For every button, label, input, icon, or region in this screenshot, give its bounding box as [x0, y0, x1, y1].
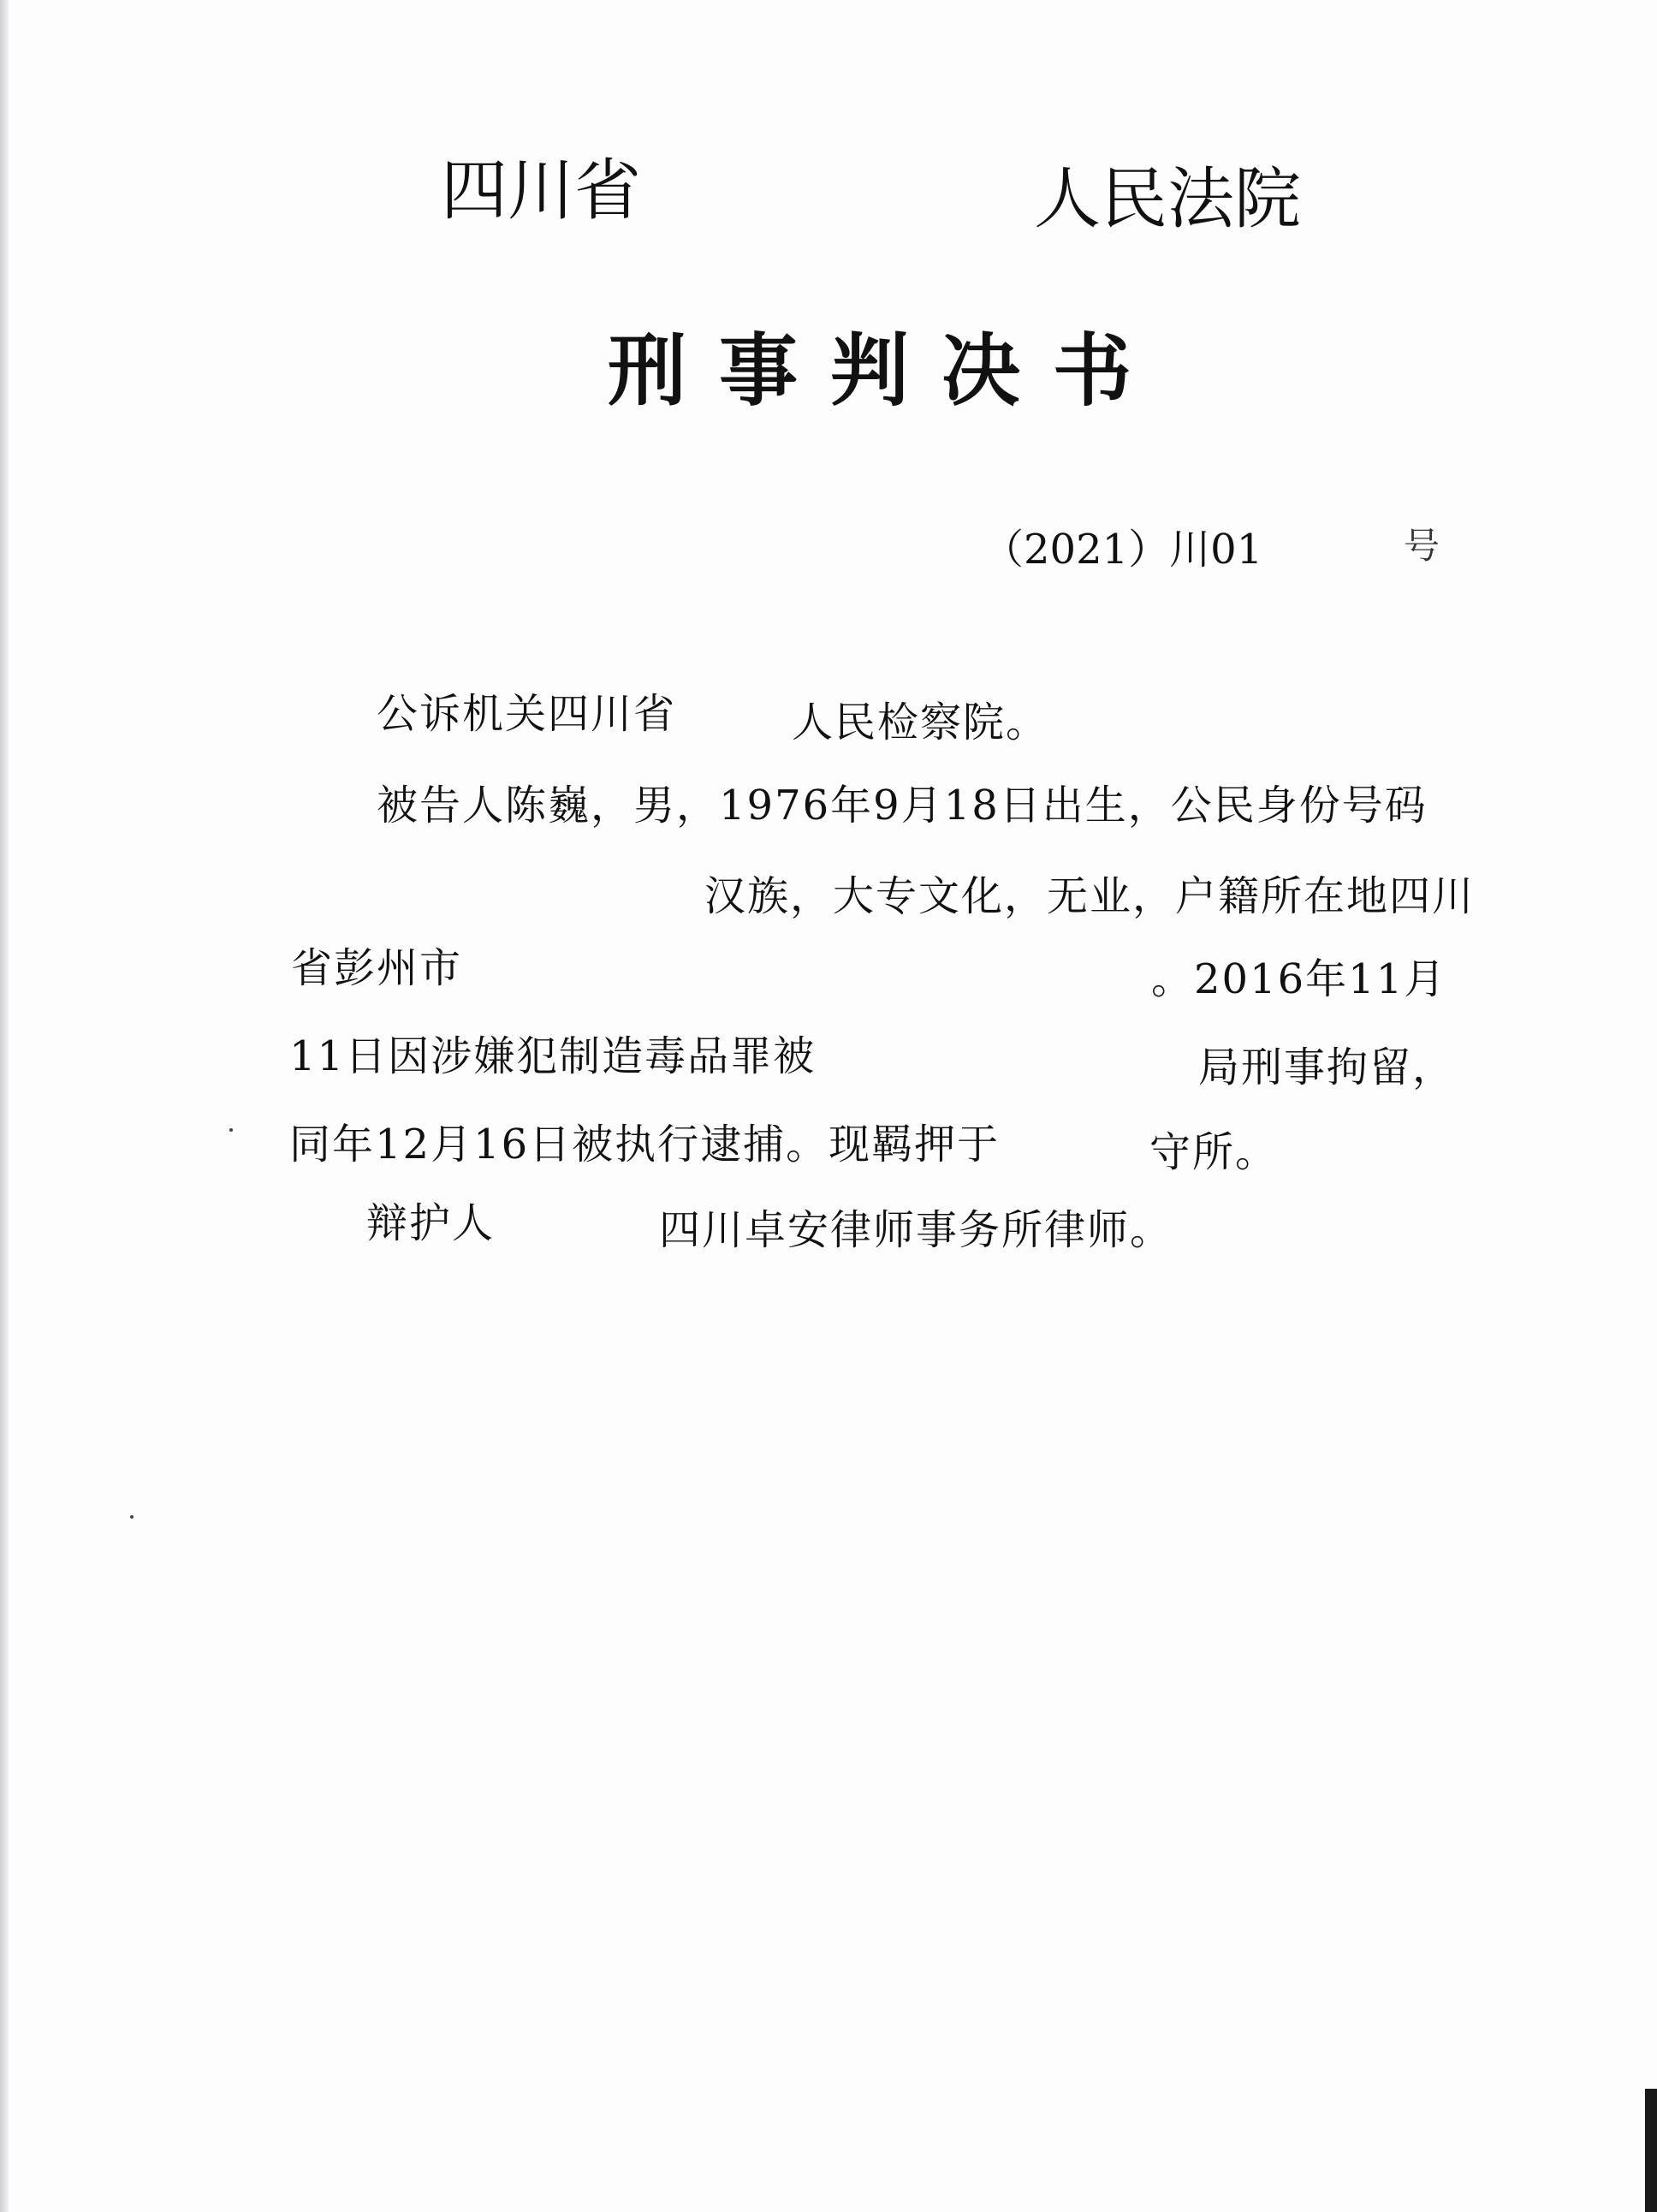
document-title: 刑事判决书: [608, 325, 1165, 417]
defendant-line-4-right: 局刑事拘留，: [1198, 1044, 1456, 1091]
defendant-line-1: 被告人陈巍，男，1976年9月18日出生，公民身份号码: [377, 782, 1428, 830]
defender-firm: 四川卓安律师事务所律师。: [659, 1206, 1173, 1254]
scan-speck: [229, 1128, 233, 1132]
scan-speck: [130, 1515, 134, 1519]
prosecutor-label: 公诉机关四川省: [377, 690, 677, 738]
case-number: （2021）川01: [983, 526, 1263, 574]
court-name-right: 人民法院: [1034, 161, 1302, 238]
defendant-line-5-left: 同年12月16日被执行逮捕。现羁押于: [289, 1121, 1001, 1168]
scan-corner-shadow: [1645, 2089, 1657, 2212]
defender-label: 辩护人: [366, 1199, 496, 1247]
defendant-line-5-right: 守所。: [1149, 1128, 1279, 1176]
defendant-line-4-left: 11日因涉嫌犯制造毒品罪被: [289, 1032, 817, 1080]
defendant-line-3-right: 。2016年11月: [1151, 955, 1447, 1003]
defendant-line-2: 汉族，大专文化，无业，户籍所在地四川: [704, 872, 1476, 920]
prosecutor-name-tail: 人民检察院。: [792, 699, 1049, 746]
case-number-tail: 号: [1404, 525, 1440, 567]
defendant-line-3-left: 省彭州市: [291, 944, 463, 992]
court-name-left: 四川省: [441, 152, 642, 229]
scan-edge-shadow: [0, 0, 9, 2212]
